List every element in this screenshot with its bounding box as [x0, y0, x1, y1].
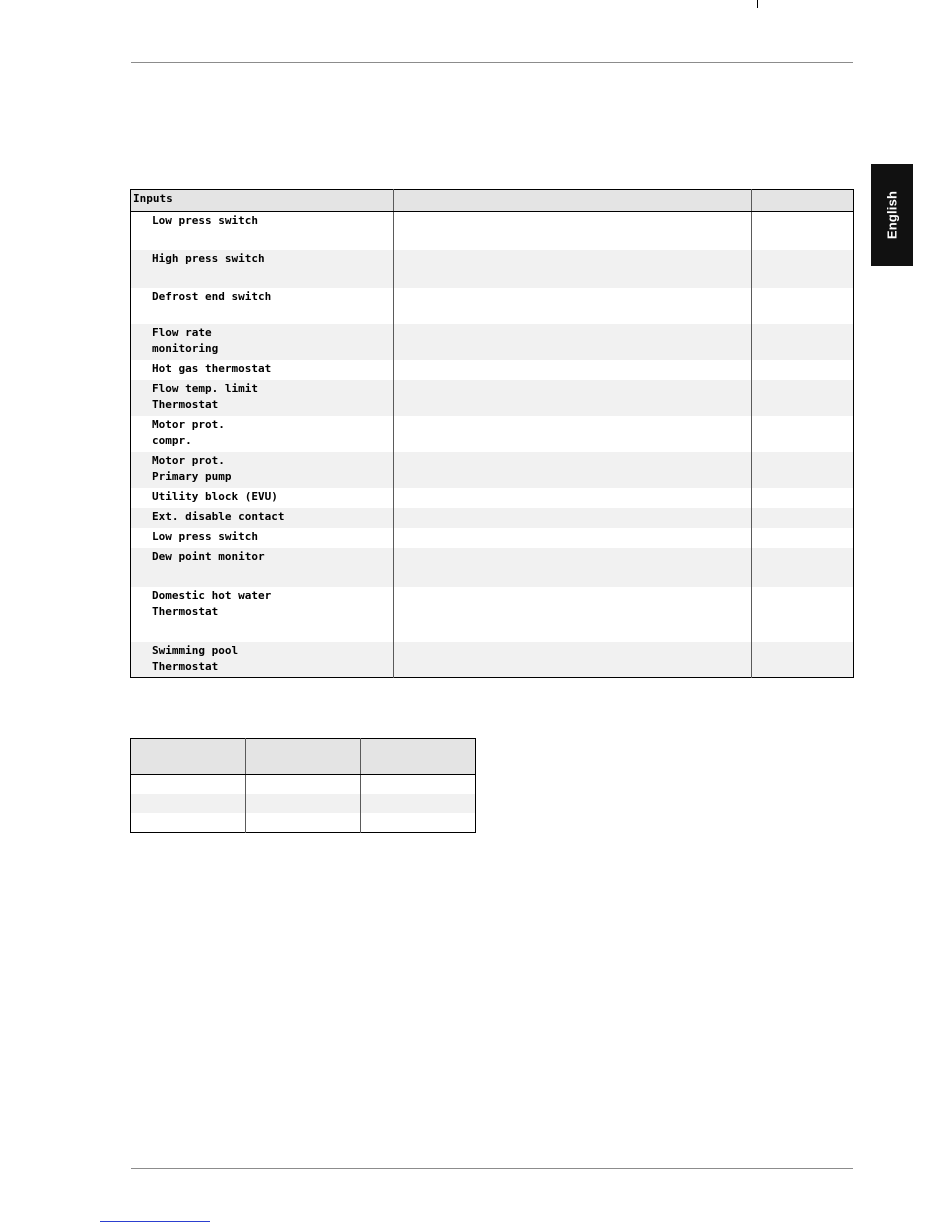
- table-row: [131, 488, 854, 508]
- input-extra-cell: [752, 642, 854, 678]
- input-value-cell: [394, 642, 752, 678]
- input-value-cell: [394, 528, 752, 548]
- crop-mark: [757, 0, 758, 8]
- input-label: Flow temp. limit Thermostat: [131, 380, 394, 416]
- input-extra-cell: [752, 508, 854, 528]
- input-label: Motor prot. compr.: [152, 417, 225, 447]
- table-row: [131, 380, 854, 416]
- input-value-cell: [394, 360, 752, 380]
- input-extra-cell: [752, 288, 854, 324]
- input-label: Flow rate monitoring: [131, 324, 394, 360]
- table-row: [131, 250, 854, 288]
- input-extra-cell: [752, 416, 854, 452]
- input-label: Defrost end switch: [152, 289, 272, 303]
- table-row: [131, 452, 854, 488]
- input-extra-cell: [752, 488, 854, 508]
- table-row: [131, 212, 854, 250]
- input-label: Hot gas thermostat: [152, 361, 272, 375]
- input-label: Swimming pool Thermostat: [131, 642, 394, 678]
- table-row: [131, 587, 854, 642]
- small-table-cell: [246, 775, 361, 795]
- input-label: High press switch: [131, 250, 394, 288]
- input-label: Ext. disable contact: [131, 508, 394, 528]
- table-row: [131, 642, 854, 678]
- small-table-cell: [131, 775, 246, 795]
- small-table: [130, 738, 476, 833]
- small-table-cell: [246, 794, 361, 813]
- inputs-header-cell: [752, 190, 854, 212]
- input-value-cell: [394, 548, 752, 587]
- table-row: [131, 794, 476, 813]
- input-extra-cell: [752, 324, 854, 360]
- inputs-table: [130, 189, 854, 678]
- input-label: Low press switch: [152, 529, 258, 543]
- input-label: Dew point monitor: [131, 548, 394, 587]
- footer-link-underline: [100, 1221, 210, 1222]
- small-table-cell: [361, 775, 476, 795]
- table-row: [131, 528, 854, 548]
- table-row: [131, 775, 476, 795]
- small-header-cell: [246, 739, 361, 775]
- input-extra-cell: [752, 250, 854, 288]
- input-extra-cell: [752, 528, 854, 548]
- language-tab-label: English: [884, 190, 900, 240]
- small-table-cell: [131, 794, 246, 813]
- input-extra-cell: [752, 587, 854, 642]
- table-row: [131, 548, 854, 587]
- input-label: Low press switch: [152, 214, 258, 227]
- input-extra-cell: [752, 548, 854, 587]
- language-tab: [871, 164, 913, 266]
- input-label: Utility block (EVU): [152, 489, 278, 503]
- input-value-cell: [394, 324, 752, 360]
- table-row: [131, 813, 476, 833]
- small-table-header: [131, 739, 476, 775]
- input-extra-cell: [752, 360, 854, 380]
- input-extra-cell: [752, 380, 854, 416]
- small-table-cell: [361, 794, 476, 813]
- small-table-cell: [246, 813, 361, 833]
- table-row: [131, 360, 854, 380]
- small-table-cell: [131, 813, 246, 833]
- input-value-cell: [394, 380, 752, 416]
- input-value-cell: [394, 416, 752, 452]
- footer-rule: [131, 1168, 853, 1169]
- input-value-cell: [394, 288, 752, 324]
- small-header-cell: [131, 739, 246, 775]
- input-value-cell: [394, 587, 752, 642]
- input-value-cell: [394, 250, 752, 288]
- input-value-cell: [394, 212, 752, 250]
- table-row: [131, 416, 854, 452]
- table-row: [131, 288, 854, 324]
- table-row: [131, 324, 854, 360]
- small-table-cell: [361, 813, 476, 833]
- input-label: Domestic hot water Thermostat: [152, 588, 272, 618]
- input-extra-cell: [752, 212, 854, 250]
- input-value-cell: [394, 488, 752, 508]
- inputs-table-header: [131, 190, 854, 212]
- input-value-cell: [394, 452, 752, 488]
- input-value-cell: [394, 508, 752, 528]
- input-label: Motor prot. Primary pump: [131, 452, 394, 488]
- small-header-cell: [361, 739, 476, 775]
- table-row: [131, 508, 854, 528]
- header-rule: [131, 62, 853, 63]
- inputs-header-cell: [394, 190, 752, 212]
- input-extra-cell: [752, 452, 854, 488]
- inputs-header-cell: Inputs: [131, 190, 394, 212]
